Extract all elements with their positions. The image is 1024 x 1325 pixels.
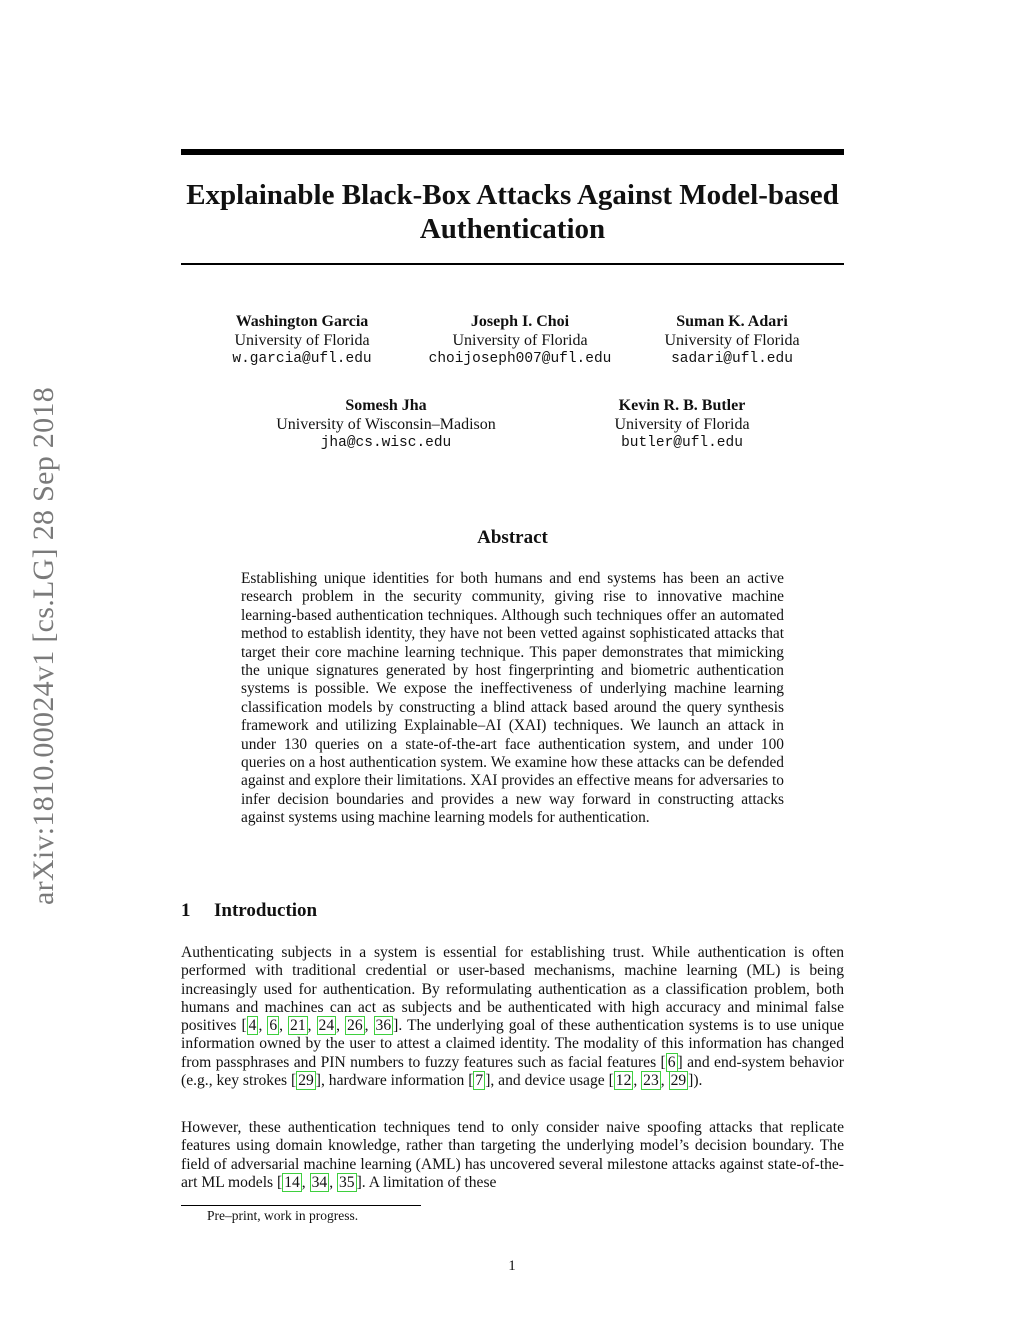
abstract-text: Establishing unique identities for both humans and end systems has been an active research problem in the security community, giving rise to innovative machine learning-based authentication techniques. Although such techniques offer an automated method to establish identity, they have not been vetted against sophisticated attacks that target their core machine learning technique. This paper demonstrates that mimicking the unique signatures generated by host fingerprinting and biometric authentication systems is possible. We expose the ineffectiveness of underlying machine learning classification models by constructing a blind attack based around the query synthesis framework and utilizing Explainable–AI (XAI) techniques. We launch an attack in under 130 queries on a state-of-the-art face authentication system, and under 100 queries on a host authentication system. We examine how these attacks can be defended against and explore their limitations. XAI provides an effective means for adversaries to infer decision boundaries and provides a new way forward in constructing attacks against systems using machine learning models for authentication. [241, 570, 784, 827]
author-affiliation: University of Florida [664, 332, 800, 349]
author-block [612, 312, 852, 369]
author-block [182, 312, 422, 369]
author-block [562, 396, 802, 453]
author-email[interactable]: sadari@ufl.edu [671, 351, 793, 367]
citation-link[interactable]: 7 [475, 1072, 484, 1090]
paragraph-text: ]. The underlying goal of these authentication systems is to use unique information owned by the user to attest a claimed identity. The modality of this information has changed from passphrases and PIN numbers to fuzzy features such as facial features [ [181, 1017, 845, 1071]
paragraph-text: ]. A limitation of these [356, 1173, 497, 1191]
citation-link[interactable]: 35 [338, 1173, 355, 1191]
section-heading-introduction [181, 900, 317, 922]
author-email[interactable]: w.garcia@ufl.edu [232, 351, 372, 367]
section-number: 1 [181, 900, 191, 921]
citation-group [296, 1071, 316, 1090]
author-affiliation: University of Florida [452, 332, 588, 349]
author-affiliation: University of Florida [234, 332, 370, 349]
author-email[interactable]: butler@ufl.edu [621, 435, 743, 451]
abstract-heading: Abstract [477, 527, 548, 548]
citation-link[interactable]: 6 [667, 1053, 676, 1071]
citation-link[interactable]: 29 [670, 1072, 687, 1090]
page-number: 1 [508, 1258, 516, 1274]
citation-link[interactable]: 34 [311, 1173, 328, 1191]
citation-link[interactable]: 21 [290, 1017, 306, 1035]
author-name: Suman K. Adari [676, 313, 788, 330]
citation-group [666, 1053, 678, 1072]
arxiv-identifier-text: arXiv:1810.00024v1 [cs.LG] 28 Sep 2018 [27, 386, 60, 906]
author-name: Washington Garcia [235, 313, 369, 330]
citation-link[interactable]: 12 [615, 1072, 632, 1090]
citation-link[interactable]: 14 [284, 1173, 300, 1191]
citation-group: 4 , 6 , 21 , 24 , 26 , 36 [248, 1017, 392, 1035]
paragraph-text: However, these authentication techniques tend to only consider naive spoofing attacks that replicate features using domain knowledge, rather than targeting the underlying model’s decision boundary. The field of adversarial machine learning (AML) has uncovered several milestone attacks against state-of-the-art ML models [ [181, 1119, 844, 1191]
citation-link[interactable]: 4 [248, 1017, 257, 1035]
citation-link[interactable]: 26 [347, 1017, 363, 1035]
author-block [400, 312, 640, 369]
author-name: Kevin R. B. Butler [618, 397, 746, 414]
title-top-rule [181, 149, 844, 155]
title-bottom-rule [181, 263, 844, 265]
intro-paragraph-1 [181, 944, 844, 1090]
author-email[interactable]: choijoseph007@ufl.edu [428, 351, 612, 367]
citation-group [473, 1071, 485, 1090]
author-block [266, 396, 506, 453]
paragraph-text: ] and end-system behavior (e.g., key strokes [ [181, 1053, 844, 1090]
paper-title: Explainable Black-Box Attacks Against Model-based Authentication [186, 179, 839, 245]
author-affiliation: University of Wisconsin–Madison [276, 416, 496, 433]
arxiv-identifier [28, 355, 60, 937]
paragraph-text: ], hardware information [ [315, 1072, 474, 1090]
author-email[interactable]: jha@cs.wisc.edu [320, 435, 452, 451]
paragraph-text: Authenticating subjects in a system is essential for establishing trust. While authentication is often performed with traditional credential or user-based mechanisms, machine learning (ML) is being increasingly used for authentication. By reformulating authentication as a classification problem, both humans and machines can act as subjects and be authenticated with high accuracy and minimal false positives [ [181, 944, 844, 1035]
footnote: Pre–print, work in progress. [207, 1208, 359, 1223]
paragraph-text: ], and device usage [ [485, 1072, 614, 1090]
author-affiliation: University of Florida [614, 416, 750, 433]
author-name: Somesh Jha [345, 397, 427, 414]
citation-link[interactable]: 36 [375, 1017, 392, 1035]
intro-paragraph-2 [181, 1119, 844, 1192]
paragraph-text: ]). [688, 1072, 703, 1090]
footnote-rule [181, 1205, 421, 1206]
citation-link[interactable]: 29 [298, 1072, 314, 1090]
citation-link[interactable]: 6 [269, 1017, 278, 1035]
citation-link[interactable]: 23 [643, 1072, 659, 1090]
section-title: Introduction [214, 900, 318, 921]
citation-group: 14 , 34 , 35 [284, 1173, 355, 1191]
author-name: Joseph I. Choi [470, 313, 570, 330]
citation-link[interactable]: 24 [318, 1017, 335, 1035]
citation-group: 12 , 23 , 29 [615, 1072, 687, 1090]
